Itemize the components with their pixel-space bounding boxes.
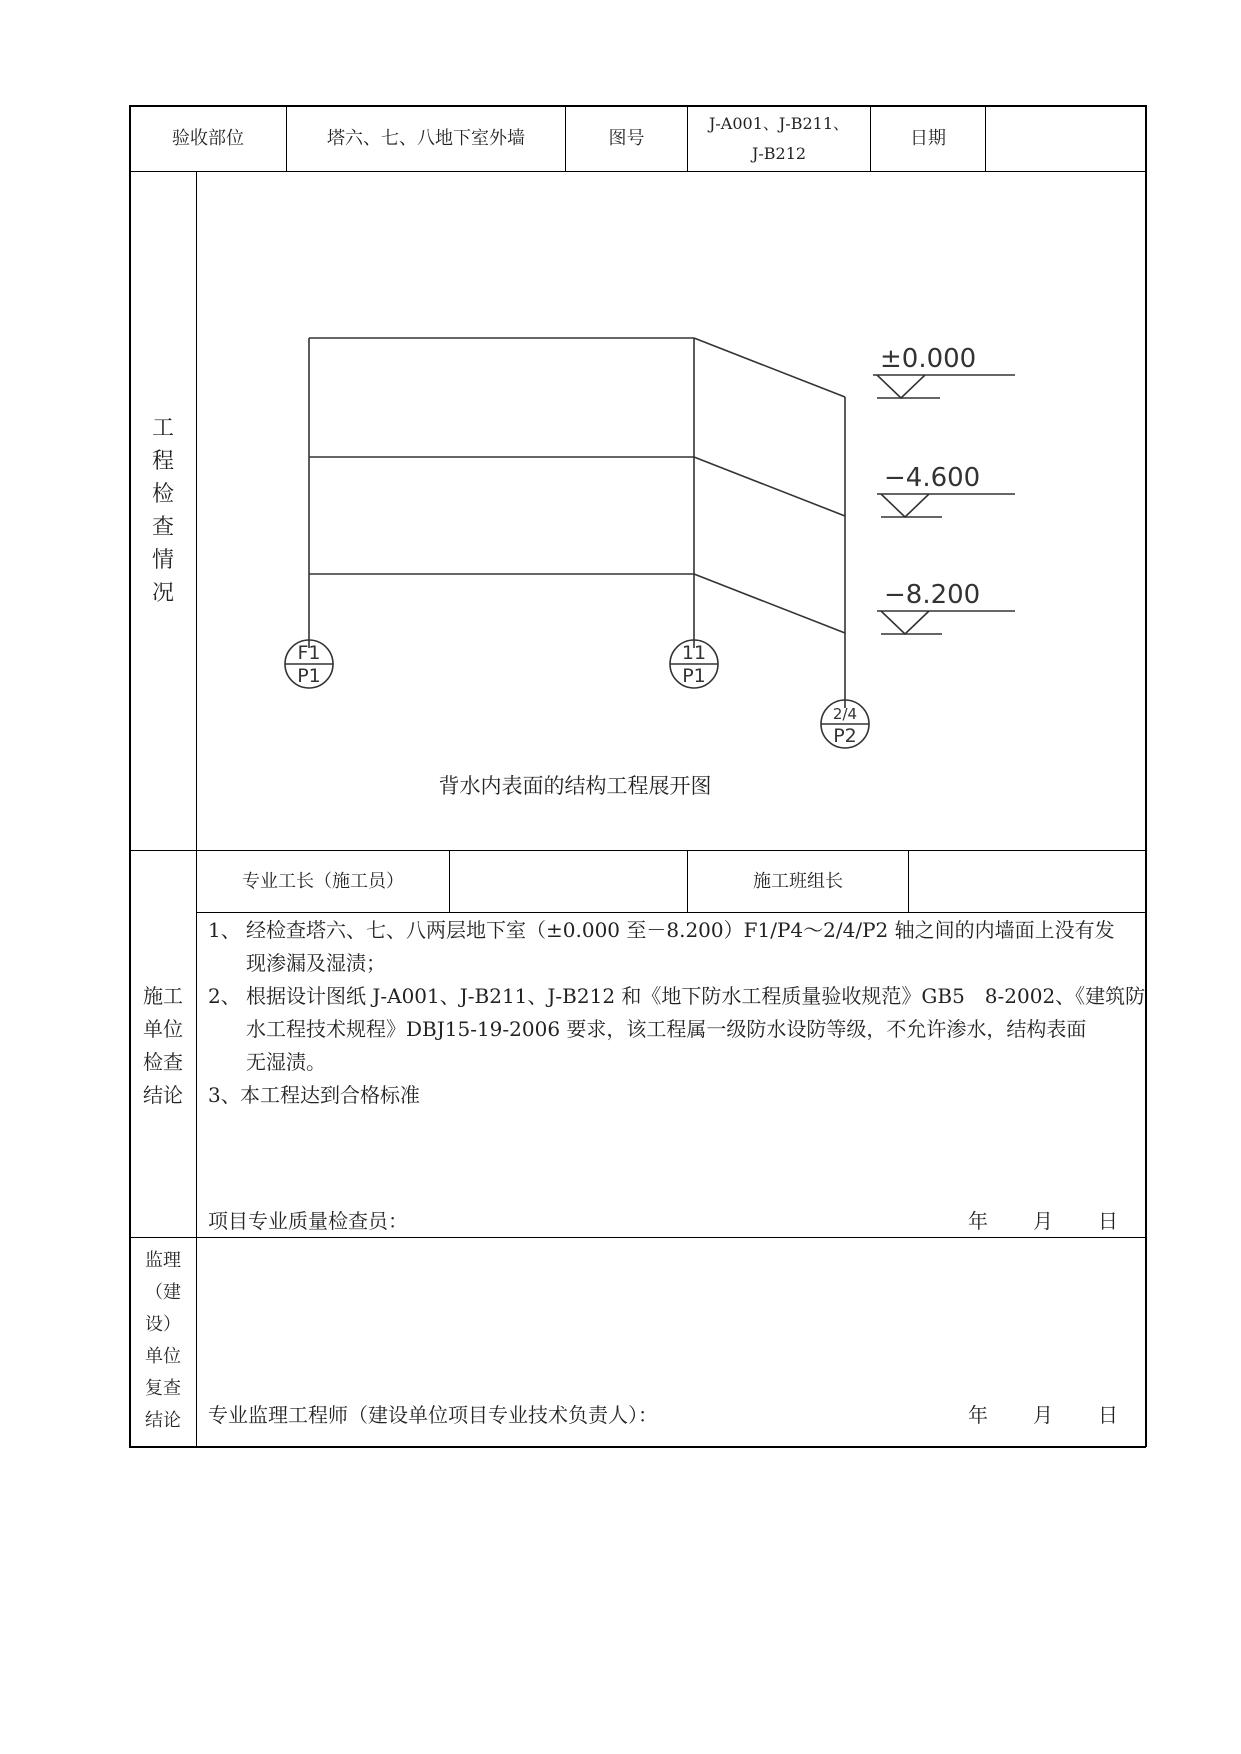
- item-number: 3、: [208, 1083, 241, 1107]
- location-value: 塔六、七、八地下室外墙: [327, 128, 525, 149]
- item-number: 2、: [208, 984, 241, 1008]
- team-leader-label: 施工班组长: [753, 871, 843, 892]
- wall-line: [694, 457, 845, 516]
- axis-label-top: F1: [297, 642, 321, 664]
- inspector-label: 项目专业质量检查员：: [208, 1209, 408, 1233]
- date-year: 年: [968, 1403, 988, 1427]
- wall-line: [694, 338, 845, 397]
- date-month: 月: [1033, 1403, 1053, 1427]
- contractor-side-label-char: 单位: [143, 1017, 183, 1041]
- axis-label-bottom: P1: [682, 665, 706, 687]
- elevation-triangle: [877, 375, 925, 398]
- date-label: 日期: [910, 128, 946, 149]
- supervision-side-label-char: 结论: [145, 1410, 181, 1431]
- supervision-side-label-char: 单位: [145, 1346, 181, 1367]
- axis-label-top: 2/4: [832, 705, 858, 723]
- inspection-side-label-char: 况: [151, 581, 174, 606]
- contractor-side-label-char: 施工: [143, 984, 183, 1008]
- supervision-side-label-char: 设）: [145, 1314, 181, 1335]
- location-label: 验收部位: [172, 128, 244, 149]
- date-day: 日: [1098, 1209, 1118, 1233]
- inspection-side-label-char: 检: [151, 482, 174, 507]
- inspection-side-label-char: 程: [151, 449, 174, 474]
- team-leader-value: [909, 851, 1145, 912]
- date-year: 年: [968, 1209, 988, 1233]
- inspection-side-label-char: 查: [151, 515, 174, 540]
- foreman-label: 专业工长（施工员）: [242, 871, 404, 892]
- drawing-value-line2: J-B212: [751, 143, 807, 163]
- drawing-label: 图号: [608, 128, 645, 149]
- supervision-side-label: [130, 1245, 196, 1440]
- date-day: 日: [1098, 1403, 1118, 1427]
- elevation-label: −8.200: [884, 580, 981, 610]
- item-text: 本工程达到合格标准: [240, 1083, 420, 1107]
- elevation-triangle: [881, 611, 929, 634]
- drawing-value-line1: J-A001、J-B211、: [708, 113, 850, 133]
- inspection-side-label-char: 情: [151, 548, 174, 573]
- inspection-side-label-char: 工: [151, 416, 174, 441]
- elevation-triangle: [881, 494, 929, 517]
- item-text: 水工程技术规程》DBJ15-19-2006 要求，该工程属一级防水设防等级，不允许渗水，结构表面: [246, 1017, 1087, 1041]
- wall-line: [694, 574, 845, 633]
- supervision-side-label-char: 监理: [145, 1250, 181, 1271]
- item-number: 1、: [208, 918, 241, 942]
- elevation-label: −4.600: [884, 463, 981, 493]
- foreman-value: [450, 851, 687, 912]
- engineer-label: 专业监理工程师（建设单位项目专业技术负责人）：: [208, 1403, 658, 1427]
- item-text: 无湿渍。: [246, 1050, 326, 1074]
- item-text: 根据设计图纸 J-A001、J-B211、J-B212 和《地下防水工程质量验收规范》GB5 8-2002、《建筑防: [246, 984, 1146, 1008]
- contractor-side-label: [130, 978, 196, 1114]
- contractor-side-label-char: 结论: [143, 1083, 183, 1107]
- item-text: 现渗漏及湿渍；: [246, 951, 386, 975]
- supervision-side-label-char: （建: [145, 1282, 181, 1303]
- diagram-title: 背水内表面的结构工程展开图: [438, 774, 712, 798]
- contractor-side-label-char: 检查: [143, 1050, 183, 1074]
- axis-label-bottom: P1: [297, 665, 321, 687]
- elevation-label: ±0.000: [880, 344, 977, 374]
- supervision-side-label-char: 复查: [145, 1378, 181, 1399]
- axis-label-top: 11: [681, 642, 707, 664]
- axis-label-bottom: P2: [833, 725, 857, 747]
- item-text: 经检查塔六、七、八两层地下室（±0.000 至－8.200）F1/P4～2/4/P2 轴之间的内墙面上没有发: [246, 918, 1115, 942]
- date-month: 月: [1033, 1209, 1053, 1233]
